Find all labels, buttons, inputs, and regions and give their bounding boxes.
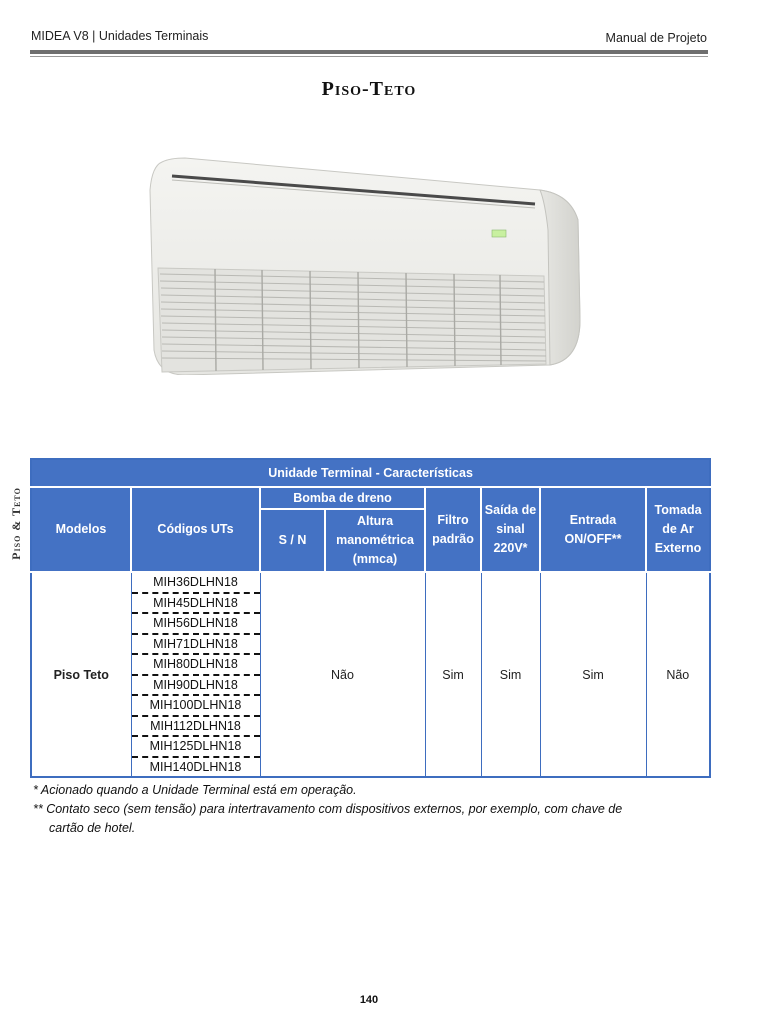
code-item: MIH100DLHN18 [132, 696, 260, 717]
cell-codes [131, 572, 260, 777]
cell-saida: Sim [481, 572, 540, 777]
code-item: MIH112DLHN18 [132, 717, 260, 738]
footnotes [33, 781, 713, 838]
code-item: MIH80DLHN18 [132, 655, 260, 676]
code-item: MIH125DLHN18 [132, 737, 260, 758]
header-tomada-ar: Tomada de Ar Externo [646, 487, 710, 572]
page-title: Piso-Teto [321, 78, 417, 100]
side-section-label [1, 478, 31, 568]
header-entrada: Entrada ON/OFF** [540, 487, 646, 572]
floor-ceiling-unit-image [140, 150, 585, 375]
cell-filtro: Sim [425, 572, 481, 777]
header-modelos: Modelos [31, 487, 131, 572]
code-item: MIH71DLHN18 [132, 635, 260, 656]
code-list [132, 573, 260, 776]
header-rule-thin [30, 56, 708, 57]
header-saida-sinal: Saída de sinal 220V* [481, 487, 540, 572]
footnote-2: ** Contato seco (sem tensão) para intertravamento com dispositivos externos, por exemplo, com chave de [33, 802, 623, 816]
code-item: MIH45DLHN18 [132, 594, 260, 615]
side-section-label-text: Piso & Teto [8, 486, 23, 560]
code-item: MIH36DLHN18 [132, 573, 260, 594]
table-title: Unidade Terminal - Características [31, 459, 710, 487]
code-item: MIH56DLHN18 [132, 614, 260, 635]
code-item: MIH90DLHN18 [132, 676, 260, 697]
header-codigos: Códigos UTs [131, 487, 260, 572]
page-number: 140 [359, 994, 379, 1006]
cell-bomba: Não [260, 572, 425, 777]
header-sn: S / N [260, 509, 325, 572]
footnote-1: * Acionado quando a Unidade Terminal está em operação. [33, 783, 357, 797]
header-document-title: MIDEA V8 | Unidades Terminais [31, 29, 209, 43]
header-rule [30, 50, 708, 54]
characteristics-table [30, 458, 711, 778]
header-bomba-de-dreno: Bomba de dreno [260, 487, 425, 509]
header-manual-name: Manual de Projeto [605, 31, 707, 45]
cell-tomada: Não [646, 572, 710, 777]
header-filtro: Filtro padrão [425, 487, 481, 572]
cell-modelo: Piso Teto [31, 572, 131, 777]
footnote-2-continued: cartão de hotel. [49, 821, 136, 835]
cell-entrada: Sim [540, 572, 646, 777]
header-altura: Altura manométrica (mmca) [325, 509, 425, 572]
code-item: MIH140DLHN18 [149, 759, 242, 774]
